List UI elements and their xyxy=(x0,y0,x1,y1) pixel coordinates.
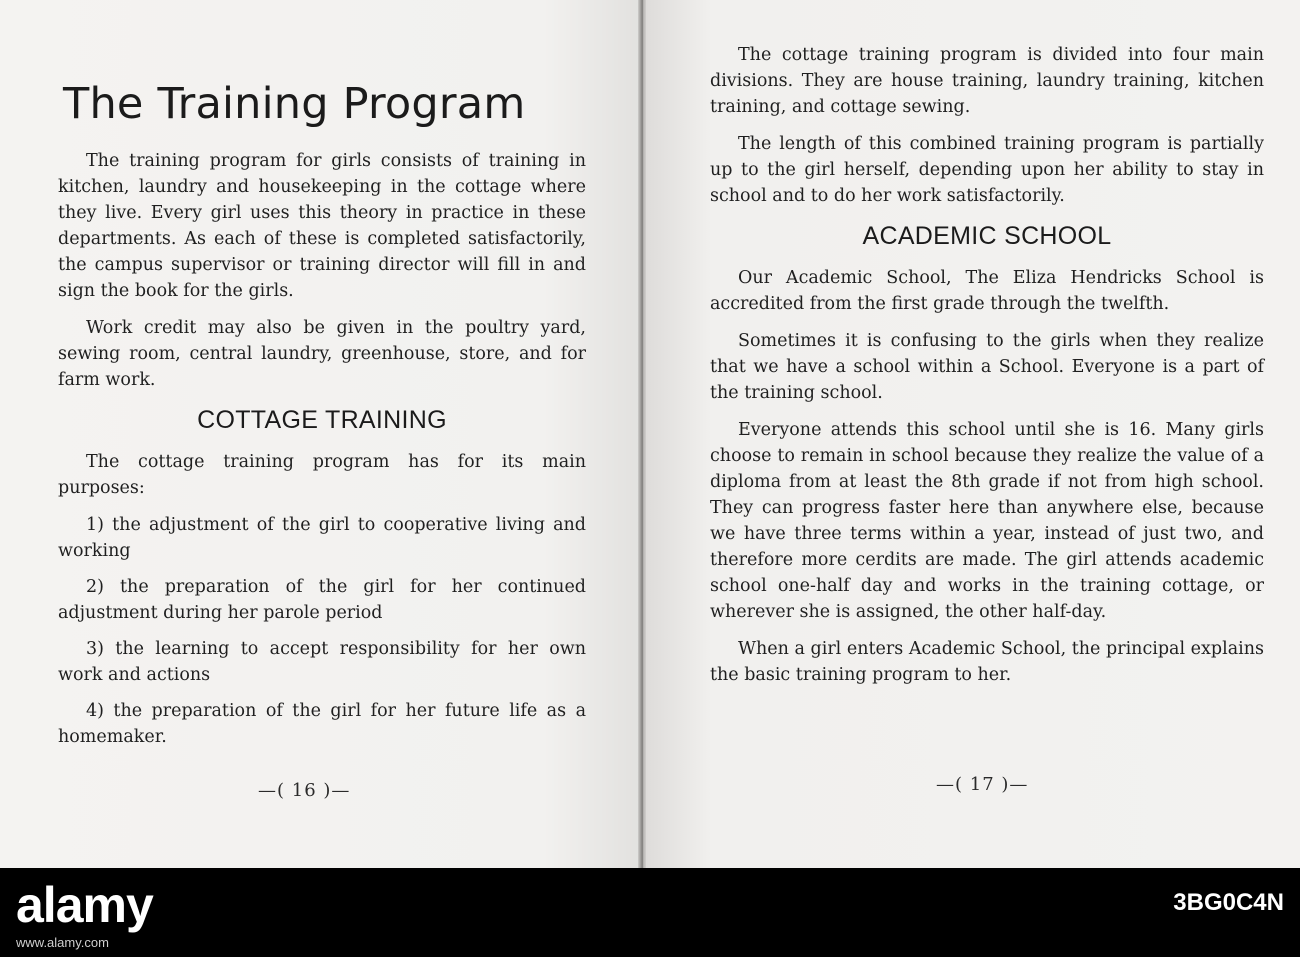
divisions-paragraph: The cottage training program is divided into four main divisions. They are house training, laundry training, kitchen training, and cottage sewing. xyxy=(710,45,1264,117)
enter-school-paragraph: When a girl enters Academic School, the principal explains the basic training program to her. xyxy=(710,639,1264,685)
program-length-paragraph: The length of this combined training program is partially up to the girl herself, depending upon her ability to stay in school and to do her work satisfactorily. xyxy=(710,134,1264,206)
left-page xyxy=(0,0,640,868)
cottage-training-heading: COTTAGE TRAINING xyxy=(197,406,447,434)
academic-intro-paragraph: Our Academic School, The Eliza Hendricks School is accredited from the first grade through the twelfth. xyxy=(710,268,1264,314)
list-item: 2) the preparation of the girl for her continued adjustment during her parole period xyxy=(58,577,586,623)
work-credit-paragraph: Work credit may also be given in the poultry yard, sewing room, central laundry, greenhouse, store, and for farm work. xyxy=(58,318,586,390)
purposes-list xyxy=(58,512,586,750)
page-number-right: —( 17 )— xyxy=(936,774,1029,795)
alamy-logo: alamy xyxy=(16,877,153,933)
stock-image-id: 3BG0C4N xyxy=(1173,889,1284,916)
attendance-paragraph: Everyone attends this school until she is 16. Many girls choose to remain in school because they realize the value of a diploma from at least the 8th grade if not from high school. They can progress faster here than anywhere else, because we have three terms within a year, instead of just two, and therefore more cerdits are made. The girl attends academic school one-half day and works in the training cottage, or wherever she is assigned, the other half-day. xyxy=(710,420,1264,622)
purposes-intro-paragraph: The cottage training program has for its main purposes: xyxy=(58,452,586,498)
list-item: 4) the preparation of the girl for her future life as a homemaker. xyxy=(58,701,586,747)
list-item: 1) the adjustment of the girl to cooperative living and working xyxy=(58,515,586,561)
academic-school-heading: ACADEMIC SCHOOL xyxy=(862,222,1112,250)
watermark-bar xyxy=(0,868,1300,957)
list-item: 3) the learning to accept responsibility for her own work and actions xyxy=(58,639,586,685)
training-intro-paragraph: The training program for girls consists of training in kitchen, laundry and housekeeping in the cottage where they live. Every girl uses this theory in practice in these departments. As each of these is completed satisfactorily, the campus supervisor or training director will fill in and sign the book for the girls. xyxy=(58,151,586,301)
school-within-school-paragraph: Sometimes it is confusing to the girls when they realize that we have a school within a School. Everyone is a part of the training school. xyxy=(710,331,1264,403)
page-title: The Training Program xyxy=(63,79,526,129)
right-page xyxy=(646,0,1300,868)
left-page-text xyxy=(58,76,586,760)
watermark-site: www.alamy.com xyxy=(16,935,109,950)
page-number-left: —( 16 )— xyxy=(258,780,351,801)
right-page-text xyxy=(710,42,1264,699)
